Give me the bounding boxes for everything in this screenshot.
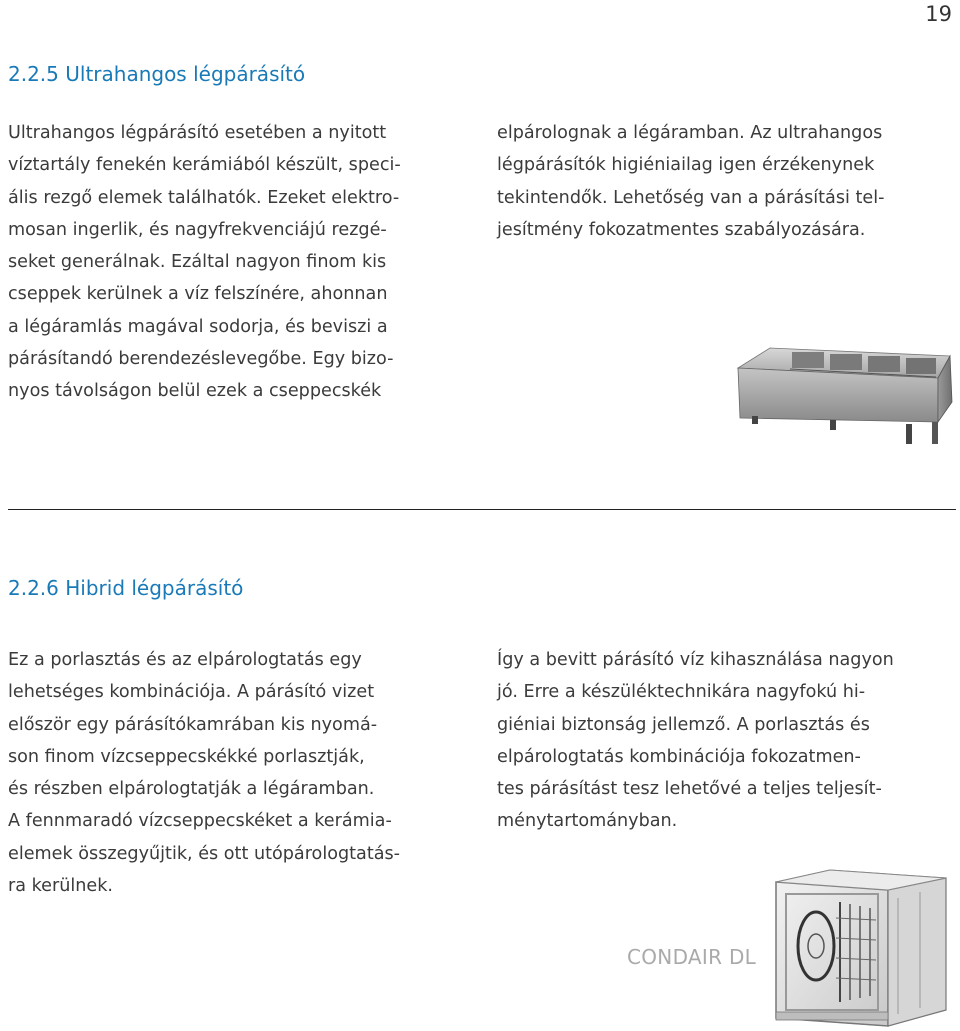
text-line: jó. Erre a készüléktechnikára nagyfokú hi- [497,682,866,703]
text-line: víztartály fenekén kerámiából készült, speci- [8,155,401,176]
text-line: Így a bevitt párásító víz kihasználása nagyon [497,650,894,670]
text-line: nyos távolságon belül ezek a cseppecskék [8,381,382,402]
text-line: tekintendők. Lehetőség van a párásítási tel- [497,187,885,208]
text-line: elpárolognak a légáramban. Az ultrahangos [497,123,883,143]
hybrid-humidifier-image [770,868,950,1028]
text-line: tes párásítást tesz lehetővé a teljes teljesít- [497,779,882,800]
section-divider [8,509,956,510]
text-line: ra kerülnek. [8,876,114,897]
text-line: Ultrahangos légpárásító esetében a nyitott [8,123,387,143]
text-line: a légáramlás magával sodorja, és beviszi a [8,316,388,337]
text-line: ális rezgő elemek találhatók. Ezeket elektro- [8,187,400,208]
section-2-left-column [8,644,483,902]
section-1-left-column [8,117,483,408]
text-line: légpárásítók higiéniailag igen érzékenynek [497,155,875,176]
section-1-right-column [497,117,957,246]
section-heading-hybrid: 2.2.6 Hibrid légpárásító [8,576,244,600]
text-line: Ez a porlasztás és az elpárologtatás egy [8,650,362,670]
ultrasonic-humidifier-image [730,342,955,450]
text-line: elemek összegyűjtik, és ott utópárologtatás- [8,843,401,864]
text-line: giéniai biztonság jellemző. A porlasztás és [497,714,870,735]
text-line: jesítmény fokozatmentes szabályozására. [497,219,866,240]
text-line: cseppek kerülnek a víz felszínére, ahonnan [8,284,388,305]
section-heading-ultrasonic: 2.2.5 Ultrahangos légpárásító [8,62,306,86]
text-line: párásítandó berendezéslevegőbe. Egy bizo- [8,349,394,370]
text-line: seket generálnak. Ezáltal nagyon finom kis [8,252,387,273]
text-line: és részben elpárologtatják a légáramban. [8,779,375,800]
product-caption: CONDAIR DL [627,945,757,969]
text-line: elpárologtatás kombinációja fokozatmen- [497,746,861,767]
text-line: son finom vízcseppecskékké porlasztják, [8,746,365,767]
page-number: 19 [925,2,952,26]
text-line: lehetséges kombinációja. A párásító vizet [8,682,375,703]
text-line: ménytartományban. [497,811,678,832]
text-line: A fennmaradó vízcseppecskéket a kerámia- [8,811,392,832]
section-2-right-column [497,644,957,838]
text-line: mosan ingerlik, és nagyfrekvenciájú rezgé- [8,219,387,240]
text-line: először egy párásítókamrában kis nyomá- [8,714,378,735]
